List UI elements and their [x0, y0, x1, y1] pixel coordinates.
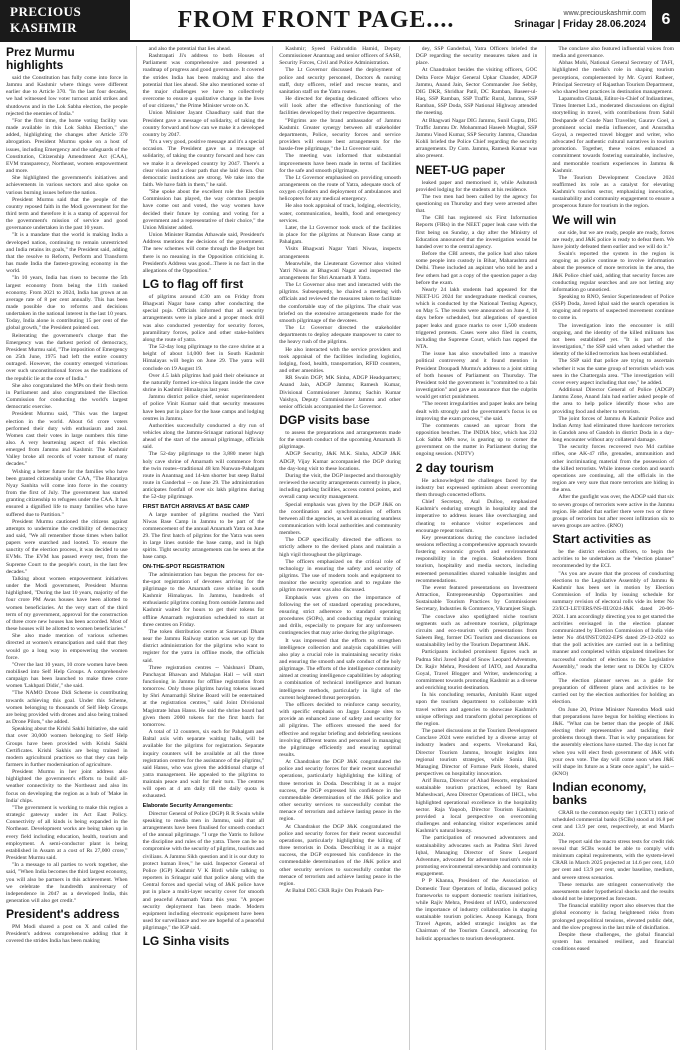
paragraph: Key presentations during the conclave included sessions reflecting a comprehensive approach towards fostering economic growth and environmental responsibility in the region. Stakeholders from tourism, hospitality and media sectors, including esteemed personalities shared valuable insights and recommendations.	[415, 534, 538, 584]
paragraph: "She spoke about the excellent role the Election Commission has played, the way common people have come out and voted, the way women have decided their future by coming and voting for a government and a representative of their choice," the Union Minister added.	[142, 189, 265, 231]
article-headline: President's address	[6, 907, 120, 922]
paragraph: The officers decided to reinforce camp security, with specific emphasis on Jaggo Lounge sites to provide an enhanced zone of safety and security for all pilgrims. The officers stressed the need for effective and regular briefing and debriefing sessions involving different teams and personnel in managing the pilgrimage efficiently and ensuring optimal results.	[279, 701, 401, 758]
paragraph: A total of 12 counters, six each for Pahalgam and Baltal axis with separate waiting halls, will be available for the pilgrims for registration. Separate inquiry counters will be available at all the three registration centres for the assistance of the pilgrims," said Hanss, who was given the additional charge of yatra management. He appealed to the pilgrims to maintain peace and wait for their turn. The centres will open at 4 am daily till the daily quota is exhausted.	[142, 729, 265, 800]
paragraph: Nearly 24 lakh students had appeared for the NEET-UG 2024 for undergraduate medical courses, which is conducted by the National Testing Agency, on May 5. The results were announced on June 4, 10 days before scheduled, but allegations of question paper leaks and grace marks to over 1,500 students triggered protests. Cases were also filed in courts, including the Supreme Court, which has rapped the NTA.	[415, 286, 538, 351]
article-headline: 2 day tourism	[415, 460, 494, 475]
paragraph: He acknowledged the challenges faced by the industry but expressed optimism about overcoming them through concerted efforts.	[415, 477, 538, 498]
paragraph: "Over the last 10 years, 10 crore women have been mobilised into Self Help Groups. A comprehensive campaign has been launched to make three crore women 'Lakhpati Didis'," she said.	[6, 661, 128, 690]
paragraph: During the visit, the DGP inspected and thoroughly reviewed the security arrangements currently in place, including parking facilities, access control points, and overall camp security management.	[279, 472, 401, 501]
paragraph: "The recent irregularities and paper leaks are being dealt with strongly and the government's focus is on improving the exam process," she said.	[415, 401, 538, 422]
paragraph: She highlighted the government's initiatives and achievements in various sectors and also spoke on various burning issues before the nation.	[6, 175, 128, 196]
paragraph: CRAR to the common equity tier 1 (CET1) ratio of scheduled commercial banks (SCBs) stood at 16.8 per cent and 13.9 per cent, respectively, at end March 2024.	[552, 810, 674, 838]
paragraph: Visits Bhagwati Nagar Yatri Niwas, inspects arrangements	[279, 246, 401, 260]
paragraph: At Baltal DIG CKR Rajiv Om Prakash Pan-	[285, 887, 384, 894]
paragraph: A large number of pilgrims reached the Yatri Niwas Base Camp in Jammu to be part of the commencement of the annual Amarnath Yatra on June 29. The first batch of pilgrims for the Yatra was seen in large lines outside the base camp, and in high spirits. Tight security arrangements can be seen at the base camp.	[142, 511, 265, 561]
subheading: FIRST BATCH ARRIVES AT BASE CAMP	[142, 503, 250, 510]
paragraph: After the gunfight was over, the ADGP said that six to seven groups of terrorists were active in the Jammu region. He added that earlier there were two or three groups of terrorists but after recent infiltration six to seven groups are active. (RNO)	[552, 494, 674, 529]
paragraph: President Murmu cautioned the citizens against attempts to undermine the credibility of democracy and said, "We all remember those times when ballot papers were snatched and looted. To ensure the sanctity of the election process, it was decided to use EVMs. The EVM has passed every test, from the Supreme Court to the people's court, in the last few decades."	[6, 518, 128, 575]
paragraph: Rashtrapati Ji's address to both Houses of Parliament was comprehensive and presented a roadmap of progress and good governance. It covered the strides India has been making and also the potential that lies ahead. She also mentioned some of the major challenges we have to collectively overcome to ensure a qualitative change in the lives of our citizens," the Prime Minister wrote on X.	[142, 53, 265, 110]
paragraph: He also interacted with the service providers and took appraisal of the facilities including logistics, lodging, food, health, transportation, RFID counters, and other amenities.	[279, 346, 401, 375]
paragraph: ADGP Security, J&K M.K. Sinha, ADGP J&K ADGP, Vijay Kumar accompanied the DGP during the day-long visit to these locations.	[279, 451, 401, 472]
paragraph: At Chandrakot the DGP J&K congratulated the police and security forces for their recent successful operations, particularly highlighting the killing of three terrorists in Doda. Describing it as a major success, the DGP expressed his confidence in the commendable determination of the J&K police and other security services to successfully combat the menace of terrorism and achieve lasting peace in the region.	[279, 759, 401, 823]
paragraph: "As you are aware that the process of conducting elections to the Legislative Assembly of Jammu & Kashmir has been set in motion by Election Commission of India by issuing schedule for summary revision of electoral rolls vide its letter No 23/ECI-LET/ERS/NS-III/2024-J&K dated 20-06-2024. I am accordingly directing you to get started the activities envisaged in the election planner communicated by Election Commission of India vide letter No 464/INST/2022-EPS dated 29-12-2022 so that the poll activities are carried out in a befitting manner and completed within stipulated timelines for successful conduct of elections to the Legislative Assembly," reads the letter sent to DEOs by CEO's office.	[552, 570, 674, 677]
column-1	[6, 46, 128, 1050]
paragraph: Meanwhile, the Lieutenant Governor also visited Yatri Niwas at Bhagwati Nagar and inspected the arrangements for Shri Amarnath Ji Yatra.	[279, 260, 401, 281]
paragraph: The event featured presentations on Investment Attraction, Entrepreneurship Opportunities and Sustainable Tourism Practices by Commissioner Secretary, Industries & Commerce, Vikramjeet Singh.	[415, 584, 538, 613]
paragraph: President Murmu said, "This was the largest election in the world. About 64 crore voters performed their duty with enthusiasm and zeal. Women cast their votes in large numbers this time also. A very heartening aspect of this election emerged from Jammu and Kashmir. The Kashmir Valley broke all records of voter turnout of many decades."	[6, 411, 128, 468]
page-title: FROM FRONT PAGE....	[177, 6, 455, 33]
paragraph: The investigation into the encounter is still ongoing, and the identity of the killed militants has not been established yet. "It is part of the investigation," the SSP said when asked whether the identity of the killed terrorists has been established.	[552, 322, 674, 358]
paragraph: dey, SSP Ganderbal, Yatra Officers briefed the DGP regarding the security measures taken and in place.	[415, 46, 538, 67]
paragraph: P P Khanna, President of the Association of Domestic Tour Operators of India, discussed policy frameworks to support domestic tourism initiatives, while Rajiv Mehra, President of IATO, underscored the importance of industry collaboration in shaping sustainable tourism policies. Anoop Kanuga, from Travel Agents, added strategic insights as the Chairman of the Tourism Council, advocating for holistic approaches to tourism development.	[415, 878, 538, 942]
paragraph: The financial stability report also observes that the global economy is facing heightened risks from prolonged geopolitical tensions, elevated public debt, and the slow progress in the last mile of disinflation.	[552, 903, 674, 931]
paragraph: She also made mention of various schemes directed at women's emancipation and said that they would go a long way in empowering the women force.	[6, 633, 128, 661]
column-3	[272, 46, 401, 1050]
paragraph: The election planner serves as a guide for preparation of different plans and activities to be carried out by the election authorities for holding an election.	[552, 677, 674, 706]
paragraph: Abhas Mohi, National General Secretary of TAFI, highlighted the media's role in shaping tourism perceptions, complemented by Mr. Gyatri Ratheer, Principal Secretary of Rajasthan Tourism Department, who shared best practices in destination management.	[552, 60, 674, 95]
article-headline: LG Sinha visits	[142, 934, 230, 949]
paragraph: The Lt Governor discussed the deployment of police and security personnel, Doctors & nursing staff, duty officers, relief and rescue teams, and sanitation staff on the Yatra routes.	[279, 67, 401, 95]
paragraph: The officers emphasized on the critical role of technology in ensuring the safety and security of pilgrims. The use of modern tools and equipment to monitor the security operation and to regulate the pilgrim movement was also discussed.	[279, 558, 401, 594]
paragraph: At Chandrakot besides the visiting officers, GOC Delta Force Major General Upkar Chander, ADGP Jammu, Anand Jain, Sector Commander Joe Sebby, DIG DKR, Shridhar Patil, DC Ramban, Baseer-ul-Haq, SSP Ramban, SSP Traffic Rural, Jammu, SSP Ramban, SSP Doda, SSP National Highway attended the meeting.	[415, 67, 538, 117]
paragraph: The conclave also featured influential voices from media and governance.	[552, 46, 674, 60]
article-headline: Indian economy, banks	[552, 780, 647, 808]
paragraph: The 52-day long pilgrimage to the cave shrine at a height of about 14,000 feet in South Kashmir Himalayas will begin on June 29. The yatra will conclude on 19 August 19.	[142, 344, 265, 372]
paragraph: The conclave also spotlighted niche tourism segments such as adventure tourism, pilgrimage circuits and eco-tourism with presentations from Saleem Beg, former DG Tourism and discussions on sustainability led by the Tourism Department J&K.	[415, 613, 538, 649]
article-headline: DGP visits base	[279, 412, 370, 427]
paragraph: Three registration centres -- Vaishnavi Dham, Panchayat Bhawan and Mahajan Hall -- will start functioning in Jammu for offline registration from tomorrow. Only those pilgrims having tokens issued by Shri Amarnathji Shrine Board will be entertained at the registration centres," said Joint Divisional Magistrate Ishan Hanss. He said the shrine board had given them 2000 tokens for the first batch for tomorrow.	[142, 664, 265, 728]
paragraph: These remarks are stringent conservatively the assessments under hypothetical shocks and the results should not be interpreted as forecasts.	[552, 881, 674, 903]
paragraph: Later, the Lt Governor took stock of the facilities in place for the pilgrims at Nunwan Base camp at Pahalgam.	[279, 224, 401, 246]
paragraph: The token distribution centre at Saraswati Dham near the Jammu Railway station was set up by the district administration for the pilgrims who want to register for the yatra in offline mode, the officials said.	[142, 628, 265, 664]
paragraph: President Murmu in her joint address also highlighted the government's efforts to build all-weather connectivity to the Northeast and also its focus on developing the region as a hub of 'Make in India' chips.	[6, 769, 128, 804]
paragraph: At Chandrakot the DGP J&K congratulated the police and security forces for their recent successful operations, particularly highlighting the killing of three terrorists in Doda. Describing it as a major success, the DGP expressed his confidence in the commendable determination of the J&K police and other security services to successfully combat the menace of terrorism and achieve lasting peace in the region.	[279, 823, 401, 887]
paragraph: Reiterating the government's charge that the Emergency was the darkest period of democracy, President Murmu said, "The imposition of Emergency on 25th June, 1975 had left the entire country outraged. However, the country emerged victorious over such unconstitutional forces as the traditions of the republic lie at the core of India."	[6, 332, 128, 382]
paragraph: The Lt Governor directed the stakeholder departments to deploy adequate manpower to cater to the heavy rush of the pilgrims.	[279, 325, 401, 346]
paragraph: Before the CBI arrests, the police had also taken some people into custody in Bihar, Maharashtra and Delhi. These included an aspirant who told he and a few others had got a copy of the question paper a day before the exam.	[415, 251, 538, 286]
paragraph: The Lt Governor also met and interacted with the pilgrims. Subsequently, he chaired a meeting with officials and reviewed the measures taken to facilitate the comfortable stay of the pilgrims. The chair was briefed on the extensive arrangements made for the smooth pilgrimage of the devotees.	[279, 282, 401, 324]
paragraph: The two men had been called by the agency for questioning on Thursday and they were arrested after that.	[415, 193, 538, 215]
paragraph: leaked paper and memorised it, while Ashutosh provided lodging for the students at his residence.	[415, 179, 538, 193]
paragraph: "The government is working to make this region a strategic gateway under its Act East Policy. Connectivity of all kinds is being expanded in the Northeast. Development works are being taken up in every field including education, health, tourism and employment. A semi-conductor plant is being established in Assam at a cost of Rs 27,000 crore," President Murmu said.	[6, 804, 128, 862]
paragraph: On June 20, Prime Minister Narendra Modi said that preparations have begun for holding elections in J&K. "What can be better than the people of J&K electing their representative and tackling their problems through them. That is why preparations for the assembly elections have started. The day is not far when you will elect fresh government of J&K with your own vote. The day will come soon when J&K will shape its future as a State once again", he said.--(KNO)	[552, 706, 674, 777]
paragraph: Kashmir; Syeed Fakhruddin Hamid, Deputy Commissioner Anantnag and senior officers of SASB, Security Forces, Civil and Police Administration.	[279, 46, 401, 67]
paragraph: The security forces recovered two M4 carbine rifles, one AK-47 rifle, grenades, ammunition and other incriminating material from the possession of the killed terrorists. While intense cordon and search operations are continuing, all the officials in the region are very sure that more terrorists are hiding in the area.	[552, 444, 674, 494]
paragraph: The participation of renowned adventurers and sustainability advocates such as Padma Shri Javed Iqbal, Managing Director of Snow Leopard Adventure, advocated for adventure tourism's role in promoting environmental stewardship and community engagement.	[415, 835, 538, 878]
article-headline: LG to flag off first	[142, 277, 244, 291]
paragraph: Over 4.5 lakh pilgrims had paid their obeisance at the naturally formed ice-shiva lingam inside the cave shrine in Kashmir Himalayas last year.	[142, 372, 265, 394]
paragraph: The meeting was informed that substantial improvements have been made in terms of facilities for the safe and smooth pilgrimage.	[279, 153, 401, 174]
paragraph: At Bhagwati Nagar DIG Jammu, Sunil Gupta, DIG Traffic Jammu Dr. Mohammad Haseeb Mughal, SSP Jammu Vinod Kumar, SSP Security Jammu, Chandan Kohli briefed the Police Chief regarding the security arrangements. Dy Com. Jammu, Ramesh Kumar was also present.	[415, 117, 538, 160]
paragraph: The comments caused an uproar from the opposition benches. The INDIA bloc, which has 232 Lok Sabha MPs now, is gearing up to corner the government on the matter in Parliament during the ongoing session. (NDTV)	[415, 422, 538, 458]
paragraph: The joint forces of Jammu & Kashmir Police and Indian Army had eliminated three hardcore terrorists in Gandoh area of Gandoh in district Doda in a day-long encounter without any collateral damage.	[552, 415, 674, 444]
paragraph: "For the first time, the home voting facility was made available in this Lok Sabha Election," she added, highlighting the changes after Article 370 abrogation. President Murmu spoke on a host of issues, including Emergency and the safeguards of the Constitution, Citizenship Amendment Act (CAA), EVM transparency, Northeast, women empowerment and more.	[6, 117, 128, 175]
paragraph: Participants included prominent figures such as Padma Shri Javed Iqbal of Snow Leopard Adventure, Dr. Rajiv Mehra, President of IATO, and Anuradha Goyal, Travel Blogger and Writer, underscoring a commitment towards promoting Kashmir as a diverse and enriching tourist destination.	[415, 649, 538, 692]
paragraph: "The NAMO Drone Didi Scheme is contributing towards achieving this goal. Under this Scheme, women belonging to thousands of Self Help Groups are being provided with drones and also being trained as Drone Pilots," she added.	[6, 690, 128, 726]
paragraph: "It is a mandate that the world is making India a developed nation, continuing to remain unrestricted and India retains its goals," the President said, adding that the resolve to Reform, Perform and Transform has made India the fastest-growing economy in the world.	[6, 232, 128, 275]
paragraph: said the Constitution has fully come into force in Jammu and Kashmir where things were different earlier due to Article 370. "In the last four decades, we had witnessed low voter turnout amid strikes and shutdowns and in the Lok Sabha election, the people rejected the enemies of India."	[6, 75, 128, 117]
paragraph: It was impressed that the efforts to strengthen intelligence collection and analysis capabilities will also play a crucial role in maintaining security risks and ensuring the smooth and safe conduct of the holy pilgrimage. The efforts of the intelligence community aimed at creating intelligence capabilities by adopting a combination of technical intelligence and human intelligence methods, particularly in light of the current heightened threat perception.	[279, 637, 401, 701]
paragraph: He directed for deputing dedicated officers who will look after the effective functioning of the facilities developed by their respective departments.	[279, 96, 401, 117]
brand-logo[interactable]: PRECIOUS KASHMIR	[0, 0, 130, 40]
masthead	[0, 0, 680, 42]
paragraph: Lapamudra Ghatak, Editor-in-Chief of Indiantimes, Times Internet Ltd., moderated discussions on digital storytelling in travel, with contributions from Sahil Deshpande of Conde Nast Traveller, Gaurav Goel, a prominent social media influencer, and Anuradha Goyal, a respected travel blogger and writer, who advocated for authentic cultural narratives in tourism promotion. Together, these voices enhanced a commitment towards fostering sustainable, inclusive, and memorable tourism experiences in Jammu & Kashmir.	[552, 96, 674, 174]
article-columns	[6, 46, 674, 1050]
paragraph: to assess the preparations and arrangements made for the smooth conduct of the upcoming Amarnath Ji pilgrimage.	[279, 429, 401, 451]
page-number: 6	[652, 0, 680, 40]
article-headline: Start activities as	[552, 532, 652, 547]
paragraph: be the district election officers, to begin the activities to be undertaken as the "election planner" recommended by the ECI.	[552, 549, 674, 570]
paragraph: "Pilgrims are the brand ambassador of Jammu Kashmir. Greater synergy between all stakeholder departments, Police, security forces and service providers will ensure best arrangements for the hassle-free pilgrimage," the Lt Governor said.	[279, 117, 401, 153]
paragraph: The administration has begun the process for on-the-spot registration of devotees arriving for the pilgrimage to the Amarnath cave shrine in south Kashmir Himalayas. In Jammu, hundreds of enthusiastic pilgrims coming from outside Jammu and Kashmir waited for hours to get their tokens for offline Amarnath registration scheduled to start at three centres on Friday.	[142, 571, 265, 628]
paragraph: Chief Secretary, Atal Dulloo, emphasized Kashmir's enduring strength in hospitality and the imperative to address issues like overcharging and cheating to enhance visitor experiences and encourage repeat tourism.	[415, 499, 538, 534]
paragraph: RR Swain DGP; MK Sinha, ADGP Headquarters; Anand Jain, ADGP Jammu; Ramesh Kumar, Divisional Commissioner Jammu; Sachin Kumar Vaishya, Deputy Commissioner Jammu and other senior officials accompanied the Lt Governor.	[279, 375, 401, 410]
paragraph: The SSP said that police are trying to ascertain whether it was the same group of terrorists which was seen in the Chattergala area. "The investigation will cover every aspect including that one," he added.	[552, 358, 674, 386]
paragraph: Authorities successfully conducted a dry run of vehicles along the Jammu-Srinagar national highway ahead of the start of the annual pilgrimage, officials said.	[142, 422, 265, 451]
paragraph: Additional Director General of Police (ADGP) Jammu Zone, Anand Jain had earlier asked people of the area to help police identify those who are providing food and shelter to terrorists.	[552, 387, 674, 415]
subheading: ON-THE-SPOT REGISTRATION	[142, 563, 225, 570]
paragraph: The report said the macro stress tests for credit risk reveal that SCBs would be able to comply with minimum capital requirements, with the system-level CRAR in March 2025 projected at 14.6 per cent, 14.0 per cent and 13.9 per cent, under baseline, medium, and severe stress scenarios.	[552, 838, 674, 881]
masthead-info	[502, 0, 652, 40]
paragraph: He also took appraisal of track, lodging, electricity, water, communication, health, food and emergency services.	[279, 203, 401, 224]
paragraph: Arif Burza, Director of Ahad Resorts, emphasized sustainable tourism practices, echoed by Ram Maheshwari, Area Director Operations of IHCL, who highlighted operational excellence in the hospitality sector. Raja Yaqoob, Director Tourism Kashmir, provided a local perspective on overcoming challenges and enhancing visitor experiences amid Kashmir's natural beauty.	[415, 778, 538, 835]
paragraph: Union Minister Ramdas Athawale said, President's Address mentions the decisions of the government. The new schemes will come through the Budget but there is no meaning in the Opposition criticising it. President's Address was good...There is no fact in the allegations of the Opposition."	[142, 232, 265, 274]
paragraph: Director General of Police (DGP) R R Swain while speaking to media men in Jammu, said that all arrangements have been finalised for smooth conduct of the annual pilgrimage. "I urge the Yatris to follow the discipline and rules of the yatra. There can be no compromise with the security of pilgrims, tourists and civilians. A Jammu Sikh question and it is our duty to protect human lives," he said. Inspector General of Police (IGP) Kashmir V K Birdi while talking to reporters in Srinagar said that police along with the Central forces and special wing of J&K police have put in place a multi-layer security cover for smooth and peaceful Amarnath Yatra this year. "A proper security deployment has been made. Modern equipment including electronic equipment have been used for surveillance and we are hopeful of a peaceful pilgrimage," the IGP said.	[142, 810, 265, 932]
column-4	[409, 46, 538, 1050]
paragraph: PM Modi shared a post on X and called the President's address comprehensive adding that it covered the strides India has been making	[6, 924, 128, 945]
column-5	[545, 46, 674, 1050]
paragraph: of pilgrims around 4:30 am on Friday from Bhagwati Nagar base camp after conducting the special puja. Officials informed that all security arrangements were in place and a proper mock drill was also conducted yesterday for security forces, paramilitary forces, police and other stake-holders along the route of yatra.	[142, 294, 265, 343]
paragraph: "In 10 years, India has risen to become the 5th largest economy from being the 11th ranked economy. From 2021 to 2024, India has grown at an average rate of 8 per cent annually. This has been made possible due to reforms and decisions undertaken in the national interest in the last 10 years. Today, India alone is contributing 15 per cent of the global growth," the President pointed out.	[6, 275, 128, 332]
paragraph: The panel discussions at the Tourism Development Conclave 2024 were enriched by a diverse array of industry leaders and experts. Vivekanand Rai, Director Tourism Jammu, brought insights into regional tourism strategies, while Sonia Bhi, Managing Director of Fortune Park Hotels, shared perspectives on hospitality innovation.	[415, 728, 538, 777]
paragraph: Despite these challenges, the global financial system has remained resilient, and financial conditions eased	[552, 931, 674, 953]
article-headline: Prez Murmu highlights	[6, 46, 75, 72]
paragraph: our side, but we are ready, people are ready, forces are ready, and J&K police is ready to defeat them. We have jointly defeated them earlier and we will do it."	[552, 229, 674, 250]
paragraph: and also the potential that lies ahead.	[148, 46, 232, 52]
paragraph: "In a message to all parties to work together, she said, "When India becomes the third largest economy, you will also be partners in this achievement. When we celebrate the hundredth anniversary of independence in 2047 as a developed India, this generation will also get credit."	[6, 862, 128, 904]
paragraph: Speaking about the Krishi Sakhi Initiative, she said that over 30,000 women belonging to Self Help Groups have been provided with Krishi Sakhi Certificates. Krishi Sakhis are being trained in modern agricultural practices so that they can help farmers in further modernisation of agriculture.	[6, 726, 128, 768]
article-headline: NEET-UG paper	[415, 162, 506, 177]
paragraph: The issue has also snowballed into a massive political controversy and it found mention in President Droupadi Murmu's address to a joint sitting of both houses of Parliament on Thursday. The President told the government is "committed to a fair investigation" and gave an assurance that the culprits would get strict punishment.	[415, 351, 538, 401]
subheading: Elaborate Security Arrangements:	[142, 802, 233, 809]
website-url[interactable]: www.preciouskashmir.com	[563, 10, 646, 17]
paragraph: Talking about women empowerment initiatives under the Modi government, President Murmu highlighted, "During the last 10 years, majority of the four crore PM Awas houses have been allotted to women beneficiaries. At the very start of the third term of my government, approval for the construction of three crore new houses has been accorded. Most of these houses will be allotted to women beneficiaries."	[6, 575, 128, 633]
paragraph: Speaking to RNO, Senior Superintendent of Police (SSP) Doda, Javed Iqbal said the search operation is ongoing and reports of suspected movement continue to come in.	[552, 294, 674, 322]
article-headline: We will win	[552, 212, 617, 227]
paragraph: "It's a very good, positive message and it's a special occasion. The President gave us a message of solidarity, of taking the country forward and how can we make it a developed country by 2047. There's a clear vision and a clear path that she laid down. Our democratic institutions are strong. We take into the faith. We have faith in them," he said.	[142, 139, 265, 188]
column-2	[136, 46, 265, 1050]
paragraph: She also congratulated the MPs on their fresh term in Parliament and also congratulated the Election Commission for conducting the world's largest democratic exercise.	[6, 382, 128, 411]
paragraph: The DGP specifically directed the officers to strictly adhere to the devised plans and maintain a high vigil throughout the pilgrimage.	[279, 537, 401, 558]
issue-date: Srinagar | Friday 28.06.2024	[514, 19, 646, 30]
paragraph: The Lt Governor emphasised on providing smooth arrangements on the route of Yatra, adequate stock of oxygen cylinders and deployment of ambulances and helicopters for any medical emergency.	[279, 174, 401, 203]
paragraph: Special emphasis was given by the DGP J&K on the coordination and synchronization of efforts between all the agencies, as well as ensuring seamless communication with local authorities and community members.	[279, 501, 401, 537]
paragraph: The CBI has registered six First Information Reports (FIRs) in the NEET paper leak case with the first being on Sunday, a day after the Ministry of Education announced that the investigation would be handed over to the central agency.	[415, 215, 538, 250]
paragraph: The Tourism Development Conclave 2024 reaffirmed its role as a catalyst for elevating Kashmir's tourism sector, emphasizing innovation, sustainability and community engagement to ensure a prosperous future for tourism in the region.	[552, 174, 674, 210]
paragraph: Swain's reported the system in the region is ongoing as police continue to involve information about the presence of more terrorists in the area, the J&K Police chief said, adding that security forces are conducting regular searches and are not letting any information go unnoticed.	[552, 251, 674, 293]
paragraph: Emphasis was given on the importance of following the set of standard operating procedures, ensuring strict adherence to standard operating procedures (SOPs), and conducting regular training and drills, especially to prepare for any unforeseen contingencies that may arise during the pilgrimage.	[279, 594, 401, 637]
paragraph: Wishing a better future for the families who have been granted citizenship under CAA, "The Bharatiya Nyay Sanhita will come into force in the country from the first of July. The government has started granting citizenship to refugees under the CAA. It has ensured a dignified life to many families who have suffered due to Partition."	[6, 468, 128, 518]
paragraph: The 52-day pilgrimage to the 3,880 meter high holy cave shrine of Amarnath will commence from the twin routes--traditional 48 km Nunwan-Pahalgam route in Anantnag and 14-km shorter but steep Baltal route in Ganderbal -- on June 29. The administration anticipates footfall of over six lakh pilgrims during the 52-day pilgrimage.	[142, 451, 265, 501]
paragraph: Union Minister Jayant Chaudhary said that the President gave a message of solidarity, of taking the country forward and how can we make it a developed country by 2047.	[142, 110, 265, 138]
paragraph: Jammu district police chief, senior superintendent of police Vinit Kumar said that security measures have been put in place for the base camps and lodging centres in Jammu.	[142, 394, 265, 422]
paragraph: In his concluding remarks, Amitabh Kant urged upon the tourism department to collaborate with travel writers and agencies to showcase Kashmir's unique offerings and transform global perceptions of the region.	[415, 692, 538, 727]
paragraph: President Murmu said that the people of the country reposed faith in the Modi government for the third term and therefore it is a stamp of approval for the government's mission of service and good governance undertaken in the past 10 years.	[6, 196, 128, 232]
